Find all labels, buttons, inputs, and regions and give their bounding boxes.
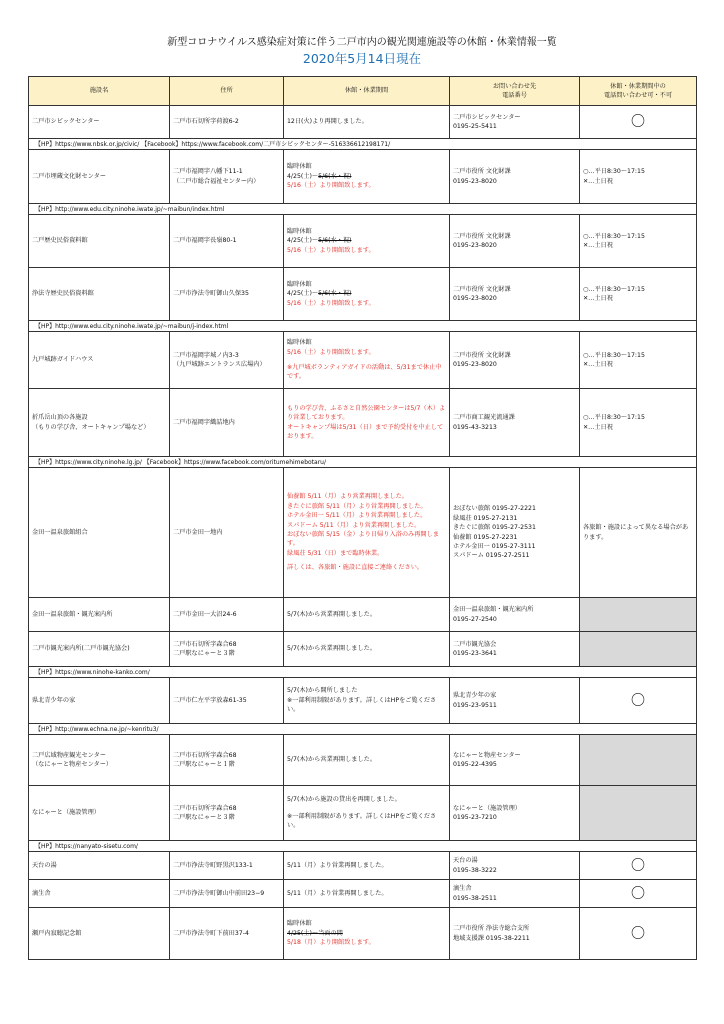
phone-ok-blank [580,632,697,667]
facility-contact [450,389,580,457]
hp-row [29,841,697,852]
table-row [29,215,697,268]
contact-phone: 地域支援課 0195-38-2211 [453,934,530,942]
phone-ok-mark: 〇 [580,678,697,724]
period-end-struck: 5/6(水・祝) [318,290,352,298]
period-start: 4/25(土)～ [287,237,319,245]
facility-name: 九戸城跡ガイドハウス [29,332,170,389]
facility-contact [450,332,580,389]
address-line1: 二戸市福岡字城ノ内3-3 [173,351,239,359]
facility-period [284,268,450,321]
facility-period: 5/7(木)から営業再開しました。 [284,598,450,632]
contact-line: 仙養館 0195-27-2231 [453,533,518,541]
contact-line: スパドーム 0195-27-2511 [453,552,530,560]
facility-name: 瀬戸内寂聴記念館 [29,908,170,960]
phone-ok-weekend: ✕…土日祝 [583,361,613,368]
period-end-struck: 5/6(水・祝) [318,172,352,180]
facility-name: 滴生舎 [29,880,170,908]
phone-ok-weekend: ✕…土日祝 [583,423,613,431]
facility-address: 二戸市福岡字長嶺80-1 [170,215,284,268]
phone-ok-mark: 〇 [580,880,697,908]
contact-line: 緑風荘 0195-27-2131 [453,514,518,522]
period-end-struck: 5/6(水・祝) [318,237,352,245]
period-start: 4/25(土)～ [287,290,319,298]
address-line1: 二戸市石切所字森合68 [173,804,237,812]
phone-ok-weekday: ○…平日8:30～17:15 [583,232,645,240]
phone-ok-cell [580,215,697,268]
period-reopen: 5/16（土）より開館致します。 [287,348,375,356]
table-row [29,268,697,321]
facility-contact [450,678,580,724]
facility-period: 12日(火)より再開しました。 [284,106,450,139]
phone-ok-weekday: ○…平日8:30～17:15 [583,351,645,359]
facility-period [284,468,450,598]
facility-name-line1: 折爪岳山頂の各施設 [32,414,88,422]
facility-address [170,150,284,204]
facility-address [170,735,284,786]
table-row [29,786,697,841]
facility-period [284,678,450,724]
phone-ok-blank [580,735,697,786]
facility-name [29,735,170,786]
table-row [29,389,697,457]
contact-name: 二戸市観光協会 [453,640,497,648]
facility-contact [450,106,580,139]
facility-address: 二戸市浄法寺町御山中前田23−9 [170,880,284,908]
phone-ok-weekend: ✕…土日祝 [583,177,613,185]
hp-row [29,139,697,150]
facility-name: 浄法寺歴史民俗資料館 [29,268,170,321]
facility-contact [450,735,580,786]
facility-name: 天台の湯 [29,852,170,880]
facility-address: 二戸市金田一大沼24-6 [170,598,284,632]
period-line2: ※一部利用制限があります。詳しくはHPをご覧ください。 [287,696,437,714]
contact-name: なにゃーと（施設管理） [453,804,521,812]
address-line2: （九戸城跡エントランス広場内） [173,361,266,368]
period-start: 4/25(土)～ [287,172,319,180]
facility-contact [450,632,580,667]
facility-address [170,632,284,667]
contact-name: 二戸市シビックセンター [453,113,521,121]
contact-line: きたぐに旅館 0195-27-2531 [453,524,536,532]
period-note: ※九戸城ボランティアガイドの活動は、5/31まで休止中です。 [287,364,442,381]
facility-address: 二戸市浄法寺町御山久保35 [170,268,284,321]
hp-row [29,204,697,215]
period-line2: ※一部利用制限があります。詳しくはHPをご覧ください。 [287,812,437,830]
facility-period [284,389,450,457]
facility-contact [450,150,580,204]
contact-phone: 0195-43-3213 [453,423,497,431]
phone-ok-weekday: ○…平日8:30～17:15 [583,414,645,422]
header-phone-ok-line1: 休館・休業期間中の [610,82,666,90]
facility-period [284,215,450,268]
contact-name: 二戸市商工観光流通課 [453,414,515,422]
address-line2: 二戸駅なにゃーと３階 [173,814,235,821]
contact-phone: 0195-23-7210 [453,814,497,821]
facility-address: 二戸市福岡字織詰地内 [170,389,284,457]
address-line1: 二戸市石切所字森合68 [173,751,237,759]
hp-link[interactable]: 【HP】https://www.city.ninohe.lg.jp/ 【Facebook】https://www.facebook.com/oritumehimebotaru/ [29,457,697,468]
period-line2 [287,289,446,298]
address-line1: 二戸市福岡字八幡下11-1 [173,168,243,176]
table-row [29,332,697,389]
hp-row [29,321,697,332]
period-line1: もりの学び舎、ふるさと自然公園センターは5/7（木）より営業しております。 [287,404,446,422]
table-row [29,880,697,908]
table-row [29,468,697,598]
table-row [29,150,697,204]
period-reopen: 5/16（土）より開館致します。 [287,246,375,254]
contact-name: なにゃーと物産センター [453,751,521,759]
table-row [29,735,697,786]
facility-name: 二戸歴史民俗資料館 [29,215,170,268]
header-address: 住所 [170,77,284,106]
table-row [29,908,697,960]
header-row [29,77,697,106]
facility-period [284,908,450,960]
table-row [29,598,697,632]
period-line1: 臨時休館 [287,163,312,171]
header-name: 施設名 [29,77,170,106]
hp-link[interactable]: 【HP】http://www.edu.city.ninohe.iwate.jp/~maibun/index.html [29,204,697,215]
contact-phone: 0195-25-5411 [453,123,497,130]
period-start-struck: 4/25(土)～ [287,929,319,937]
contact-phone: 0195-23-8020 [453,242,497,249]
header-contact-line2: 電話番号 [502,92,527,99]
contact-phone: 0195-38-2511 [453,894,497,902]
period-line1: 臨時休館 [287,920,312,928]
period-line: スパドーム 5/11（月）より営業再開しました。 [287,521,421,529]
facility-period: 5/11（月）より営業再開しました。 [284,852,450,880]
facility-name: 県北青少年の家 [29,678,170,724]
contact-name: 二戸市役所 文化財課 [453,285,511,293]
facility-contact [450,598,580,632]
facility-name-line2: （なにゃーと物産センター） [32,761,113,768]
contact-name: 二戸市役所 文化財課 [453,351,511,359]
phone-ok-cell [580,268,697,321]
period-line: 緑風荘 5/31（日）まで臨時休業。 [287,549,384,557]
facility-address: 二戸市仁左平字放森61-35 [170,678,284,724]
contact-line: おぼない旅館 0195-27-2221 [453,505,536,513]
period-line1: 5/7(木)から開所しました [287,687,358,695]
facility-address: 二戸市金田一地内 [170,468,284,598]
phone-ok-blank [580,598,697,632]
period-line1: 臨時休館 [287,227,312,235]
facility-contact [450,786,580,841]
table-row [29,106,697,139]
facility-contact [450,468,580,598]
facility-name: なにゃーと（施設管理） [29,786,170,841]
hp-link[interactable]: 【HP】https://www.ninohe-kanko.com/ [29,667,697,678]
hp-link[interactable]: 【HP】http://www.edu.city.ninohe.iwate.jp/~maibun/j-index.html [29,321,697,332]
period-line1: 5/7(木)から施設の貸出を再開しました。 [287,796,401,804]
period-reopen: 5/18（月）より開館致します。 [287,939,375,947]
contact-phone: 0195-23-9511 [453,701,497,709]
facility-period: 5/7(木)から営業再開しました。 [284,632,450,667]
as-of-date: 2020年5月14日現在 [302,51,422,66]
facility-name: 二戸市観光案内所(二戸市観光協会) [29,632,170,667]
facility-name: 金田一温泉旅館・観光案内所 [29,598,170,632]
facility-address: 二戸市浄法寺町野黒沢133-1 [170,852,284,880]
phone-ok-weekday: ○…平日8:30～17:15 [583,285,645,293]
address-line2: 二戸駅なにゃーと３階 [173,650,235,657]
hp-row [29,724,697,735]
contact-phone: 0195-38-3222 [453,866,497,874]
phone-ok-cell [580,150,697,204]
facility-contact [450,908,580,960]
period-line2 [287,236,446,245]
header-phone-ok [580,77,697,106]
contact-phone: 0195-23-3641 [453,650,497,657]
contact-name: 県北青少年の家 [453,692,497,700]
phone-ok-weekend: ✕…土日祝 [583,295,613,302]
header-contact [450,77,580,106]
table-row [29,678,697,724]
facility-address [170,332,284,389]
facility-table [28,76,697,960]
period-line2 [287,929,446,938]
facility-contact [450,268,580,321]
hp-link[interactable]: 【HP】https://www.nbsk.or.jp/civic/ 【Facebook】https://www.facebook.com/二戸市シビックセンター-516336612198171/ [29,139,697,150]
hp-row [29,457,697,468]
facility-address [170,786,284,841]
address-line2: （二戸市総合福祉センター内） [173,177,260,185]
contact-name: 二戸市役所 文化財課 [453,168,511,176]
contact-line: ホテル金田一 0195-27-3111 [453,542,536,550]
facility-name: 二戸市シビックセンター [29,106,170,139]
period-line2: オートキャンプ場は5/31（日）まで予約受付を中止しております。 [287,423,444,440]
contact-name: 天台の湯 [453,857,478,865]
phone-ok-mark: 〇 [580,852,697,880]
facility-period [284,786,450,841]
table-row [29,852,697,880]
period-line1: 臨時休館 [287,339,312,347]
facility-name: 二戸市埋蔵文化財センター [29,150,170,204]
address-line2: 二戸駅なにゃーと１階 [173,761,235,768]
period-line1: 臨時休館 [287,280,312,288]
contact-phone: 0195-27-2540 [453,615,497,623]
phone-ok-cell [580,389,697,457]
period-line2 [287,172,446,181]
period-reopen: 5/16（土）より開館致します。 [287,299,375,307]
contact-name: 二戸市役所 文化財課 [453,232,511,240]
hp-row [29,667,697,678]
contact-phone: 0195-23-8020 [453,361,497,368]
facility-name-line2: （もりの学び舎、オートキャンプ場など） [32,423,150,431]
document-title: 新型コロナウイルス感染症対策に伴う二戸市内の観光関連施設等の休館・休業情報一覧 [167,37,557,48]
facility-name-line1: 二戸広域物産観光センター [32,751,107,759]
phone-ok-weekend: ✕…土日祝 [583,242,613,249]
facility-contact [450,852,580,880]
header-period: 休館・休業期間 [284,77,450,106]
facility-period [284,150,450,204]
phone-ok-blank [580,786,697,841]
contact-name: 滴生舎 [453,885,472,893]
facility-contact [450,880,580,908]
period-end-struck: 当面の間 [318,929,343,937]
contact-phone: 0195-22-4395 [453,761,497,768]
period-reopen: 5/16（土）より開館致します。 [287,182,375,190]
facility-name [29,389,170,457]
phone-ok-weekday: ○…平日8:30～17:15 [583,168,645,176]
hp-link[interactable]: 【HP】https://nanyato-sisetu.com/ [29,841,697,852]
facility-address: 二戸市石切所字荷渡6-2 [170,106,284,139]
phone-ok-cell [580,332,697,389]
hp-link[interactable]: 【HP】http://www.echna.ne.jp/~kenritu3/ [29,724,697,735]
facility-name: 金田一温泉旅館組合 [29,468,170,598]
contact-name: 二戸市役所 浄法寺総合支所 [453,925,530,933]
facility-contact [450,215,580,268]
facility-period: 5/7(木)から営業再開しました。 [284,735,450,786]
phone-ok-mark: 〇 [580,106,697,139]
phone-ok-note: 各旅館・施設によって異なる場合があります。 [580,468,697,598]
header-contact-line1: お問い合わせ先 [492,82,537,90]
period-line: きたぐに旅館 5/11（月）より営業再開しました。 [287,502,427,510]
header-phone-ok-line2: 電話問い合わせ可・不可 [603,92,673,99]
contact-phone: 0195-23-8020 [453,295,497,302]
facility-period: 5/11（月）より営業再開しました。 [284,880,450,908]
address-line1: 二戸市石切所字森合68 [173,640,237,648]
facility-address: 二戸市浄法寺町下前田37-4 [170,908,284,960]
period-line: ホテル金田一 5/11（月）より営業再開しました。 [287,512,427,520]
period-line: 仙養館 5/11（月）より営業再開しました。 [287,493,409,501]
phone-ok-mark: 〇 [580,908,697,960]
facility-period [284,332,450,389]
table-row [29,632,697,667]
period-line: 詳しくは、各旅館・施設に直接ご連絡ください。 [287,564,424,572]
period-line: おぼない旅館 5/15（金）より日帰り入浴のみ再開します。 [287,531,439,548]
contact-phone: 0195-23-8020 [453,177,497,185]
contact-name: 金田一温泉旅館・観光案内所 [453,606,534,614]
